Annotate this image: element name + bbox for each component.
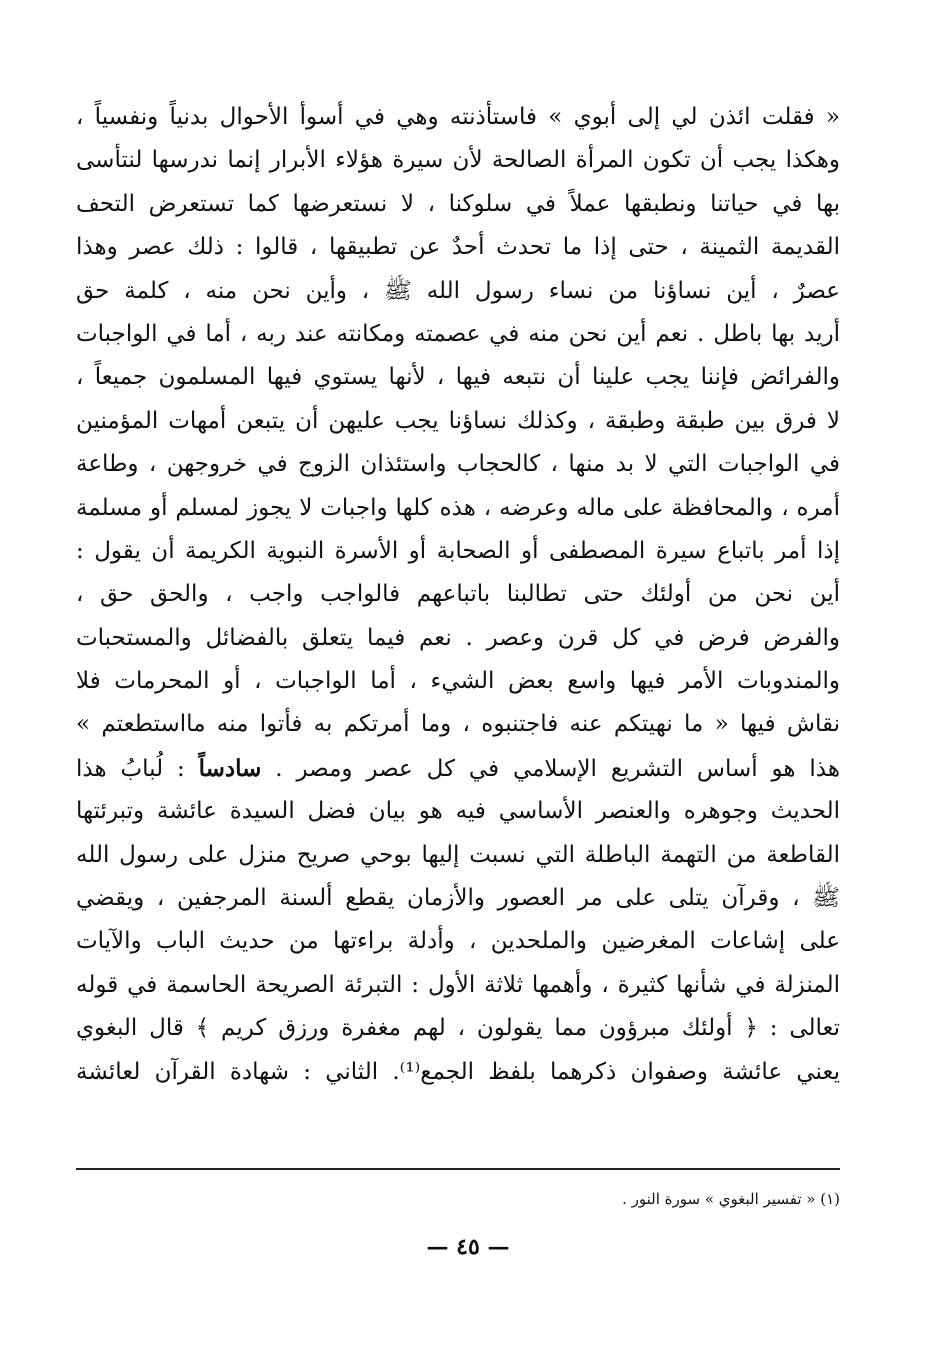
text-line: نقاش فيها « ما نهيتكم عنه فاجتنبوه ، وما أمرتكم به فأتوا منه مااستطعتم » xyxy=(76,711,840,738)
text-segment: هذا هو أساس التشريع الإسلامي في كل عصر ومصر . xyxy=(261,755,840,782)
text-line: أريد بها باطل . نعم أين نحن منه في عصمته ومكانته عند ربه ، أما في الواجبات xyxy=(76,320,840,347)
text-line: والمندوبات الأمر فيها واسع بعض الشيء ، أما الواجبات ، أو المحرمات فلا xyxy=(76,668,840,695)
text-line: بها في حياتنا ونطبقها عملاً في سلوكنا ، لا نستعرضها كما تستعرض التحف xyxy=(76,190,840,217)
text-line: أمره ، والمحافظة على ماله وعرضه ، هذه كلها واجبات لا يجوز لمسلم أو مسلمة xyxy=(76,494,840,521)
text-line: وهكذا يجب أن تكون المرأة الصالحة لأن سيرة هؤلاء الأبرار إنما ندرسها لنتأسى xyxy=(76,147,840,174)
text-line: القاطعة من التهمة الباطلة التي نسبت إليها بوحي صريح منزل على رسول الله xyxy=(76,841,840,868)
text-line: عصرٌ ، أين نساؤنا من نساء رسول الله ﷺ ، وأين نحن منه ، كلمة حق xyxy=(76,277,840,304)
text-line: أين نحن من أولئك حتى تطالبنا باتباعهم فالواجب واجب ، والحق حق ، xyxy=(76,581,840,608)
text-segment: : لُبابُ هذا xyxy=(76,755,199,782)
text-line: تعالى : ﴿ أولئك مبرؤون مما يقولون ، لهم مغفرة ورزق كريم ﴾ قال البغوي xyxy=(76,1015,840,1042)
text-line: القديمة الثمينة ، حتى إذا ما تحدث أحدٌ عن تطبيقها ، قالوا : ذلك عصر وهذا xyxy=(76,234,840,261)
page-number: — ٤٥ — xyxy=(426,1234,510,1260)
text-line: على إشاعات المغرضين والملحدين ، وأدلة براءتها من حديث الباب والآيات xyxy=(76,928,840,955)
text-line: والفرائض فإننا يجب علينا أن نتبعه فيها ، لأنها يستوي فيها المسلمون جميعاً ، xyxy=(76,364,840,391)
text-line: في الواجبات التي لا بد منها ، كالحجاب واستئذان الزوج في خروجهن ، وطاعة xyxy=(76,451,840,478)
text-line: إذا أمر باتباع سيرة المصطفى أو الصحابة أو الأسرة النبوية الكريمة أن يقول : xyxy=(76,537,840,564)
text-line: يعني عائشة وصفوان ذكرهما بلفظ الجمع⁽¹⁾. الثاني : شهادة القرآن لعائشة xyxy=(76,1058,840,1085)
text-line-with-bold xyxy=(76,747,840,790)
footnote-divider xyxy=(76,1168,840,1170)
text-line: الحديث وجوهره والعنصر الأساسي فيه هو بيان فضل السيدة عائشة وتبرئتها xyxy=(76,798,840,825)
text-line: لا فرق بين طبقة وطبقة ، وكذلك نساؤنا يجب عليهن أن يتبعن أمهات المؤمنين xyxy=(76,407,840,434)
body-text xyxy=(76,96,840,1094)
text-line: « فقلت ائذن لي إلى أبوي » فاستأذنته وهي في أسوأ الأحوال بدنياً ونفسياً ، xyxy=(76,104,840,130)
text-line: ﷺ ، وقرآن يتلى على مر العصور والأزمان يقطع ألسنة المرجفين ، ويقضي xyxy=(76,885,840,912)
section-marker-bold: سادساً xyxy=(198,754,262,782)
footnote: (١) « تفسير البغوي » سورة النور . xyxy=(622,1190,840,1208)
text-line: والفرض فرض في كل قرن وعصر . نعم فيما يتعلق بالفضائل والمستحبات xyxy=(76,624,840,651)
text-line: المنزلة في شأنها كثيرة ، وأهمها ثلاثة الأول : التبرئة الصريحة الحاسمة في قوله xyxy=(76,971,840,998)
